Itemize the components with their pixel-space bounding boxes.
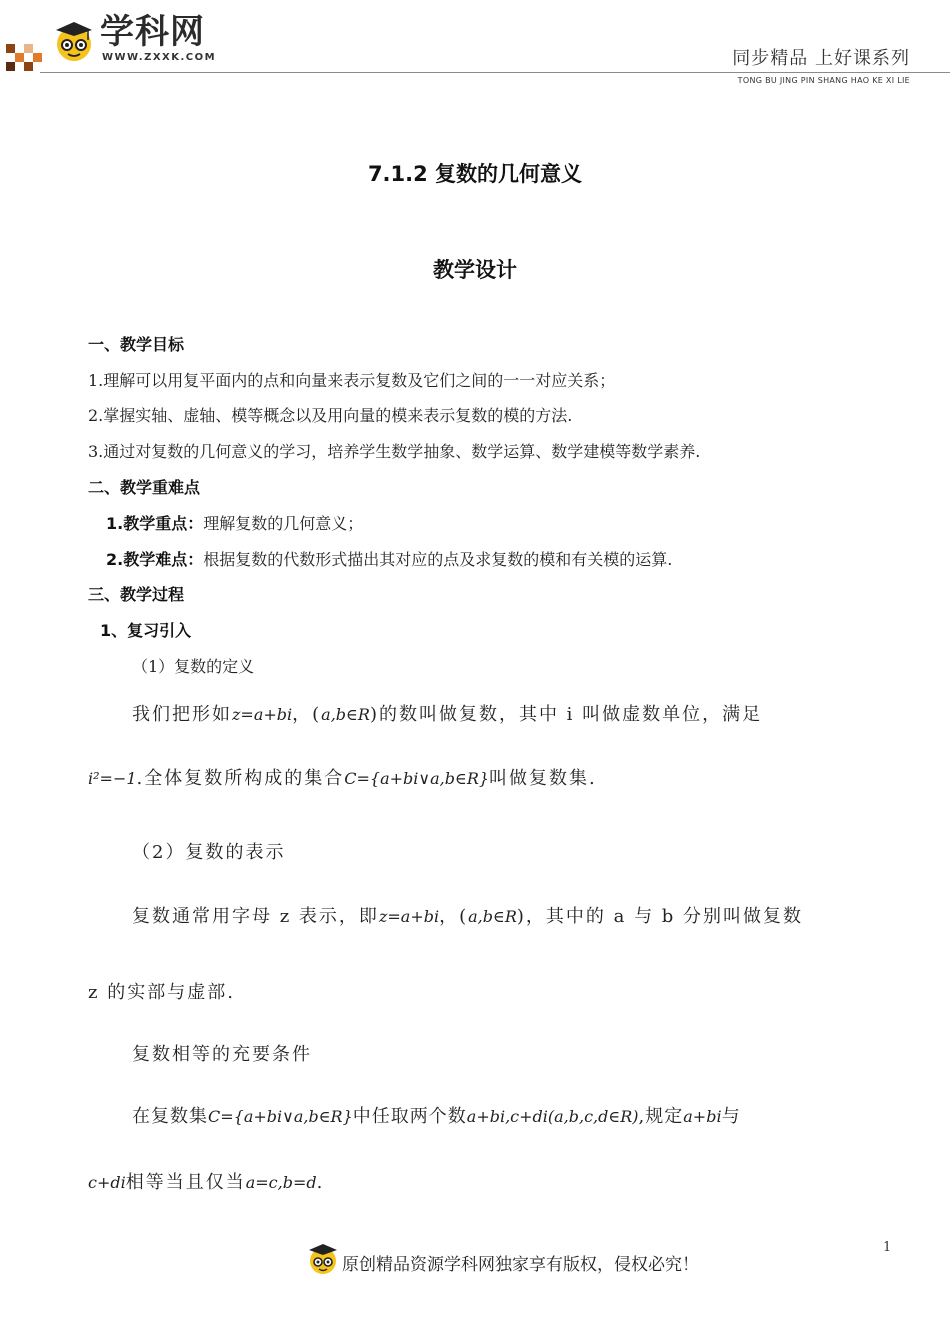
math-expr: c+di (88, 1173, 126, 1192)
decor-square (6, 44, 15, 53)
document-subtitle: 教学设计 (433, 258, 517, 282)
math-expr: a+bi,c+di(a,b,c,d∈R) (466, 1107, 639, 1126)
paragraph: 复数通常用字母 z 表示，即z=a+bi，(a,b∈R)，其中的 a 与 b 分别叫做复数 (132, 906, 804, 927)
math-expr: z=a+bi (378, 907, 440, 926)
goal-item: 1.理解可以用复平面内的点和向量来表示复数及它们之间的一一对应关系； (88, 371, 616, 390)
decor-square (24, 44, 33, 53)
header-slogan: 同步精品 上好课系列 (732, 48, 910, 69)
logo-mascot-icon (52, 18, 96, 62)
key-point (106, 513, 363, 535)
math-expr: z=a+bi (232, 705, 293, 724)
subheading: （2）复数的表示 (132, 842, 286, 863)
decor-square (6, 62, 15, 71)
goal-item: 3.通过对复数的几何意义的学习，培养学生数学抽象、数学运算、数学建模等数学素养. (88, 442, 701, 461)
header-slogan-pinyin: TONG BU JING PIN SHANG HAO KE XI LIE (737, 76, 910, 85)
paragraph: z 的实部与虚部. (88, 982, 235, 1003)
math-expr: a,b∈R (321, 705, 370, 724)
difficult-point-text: 根据复数的代数形式描出其对应的点及求复数的模和有关模的运算. (203, 550, 673, 569)
math-expr: C={a+bi∨a,b∈R} (208, 1107, 353, 1126)
decor-square (15, 53, 24, 62)
goal-item: 2.掌握实轴、虚轴、模等概念以及用向量的模来表示复数的模的方法. (88, 406, 573, 425)
subheading: （1）复数的定义 (132, 657, 255, 676)
step-heading: 1、复习引入 (100, 621, 192, 640)
logo-text: 学科网 (100, 12, 205, 52)
page-number: 1 (883, 1240, 892, 1255)
key-point-text: 理解复数的几何意义； (203, 514, 364, 533)
paragraph: i²=−1.全体复数所构成的集合C={a+bi∨a,b∈R}叫做复数集. (88, 768, 597, 789)
math-expr: C={a+bi∨a,b∈R} (344, 769, 490, 788)
key-point-label: 1.教学重点： (106, 514, 204, 533)
document-title: 7.1.2 复数的几何意义 (367, 162, 583, 186)
difficult-point-label: 2.教学难点： (106, 550, 204, 569)
decor-square (24, 62, 33, 71)
section-heading: 二、教学重难点 (88, 478, 201, 497)
paragraph: 复数相等的充要条件 (132, 1044, 312, 1065)
page-header (0, 0, 950, 95)
copyright-notice: 原创精品资源学科网独家享有版权，侵权必究！ (342, 1255, 699, 1275)
difficult-point (106, 549, 672, 571)
decor-square (33, 53, 42, 62)
section-heading: 三、教学过程 (88, 585, 185, 604)
section-heading: 一、教学目标 (88, 335, 185, 354)
header-divider (40, 72, 950, 73)
paragraph: c+di相等当且仅当a=c,b=d. (88, 1172, 325, 1193)
paragraph: 在复数集C={a+bi∨a,b∈R}中任取两个数a+bi,c+di(a,b,c,d∈R),规定a+bi与 (132, 1106, 741, 1127)
math-expr: i²=−1 (88, 769, 137, 788)
footer-mascot-icon (306, 1240, 340, 1276)
math-expr: a=c,b=d (245, 1173, 317, 1192)
math-expr: a+bi (683, 1107, 722, 1126)
math-expr: a,b∈R (468, 907, 517, 926)
paragraph: 我们把形如z=a+bi，(a,b∈R)的数叫做复数，其中 i 叫做虚数单位，满足 (132, 704, 763, 725)
logo-url: WWW.ZXXK.COM (102, 52, 217, 63)
